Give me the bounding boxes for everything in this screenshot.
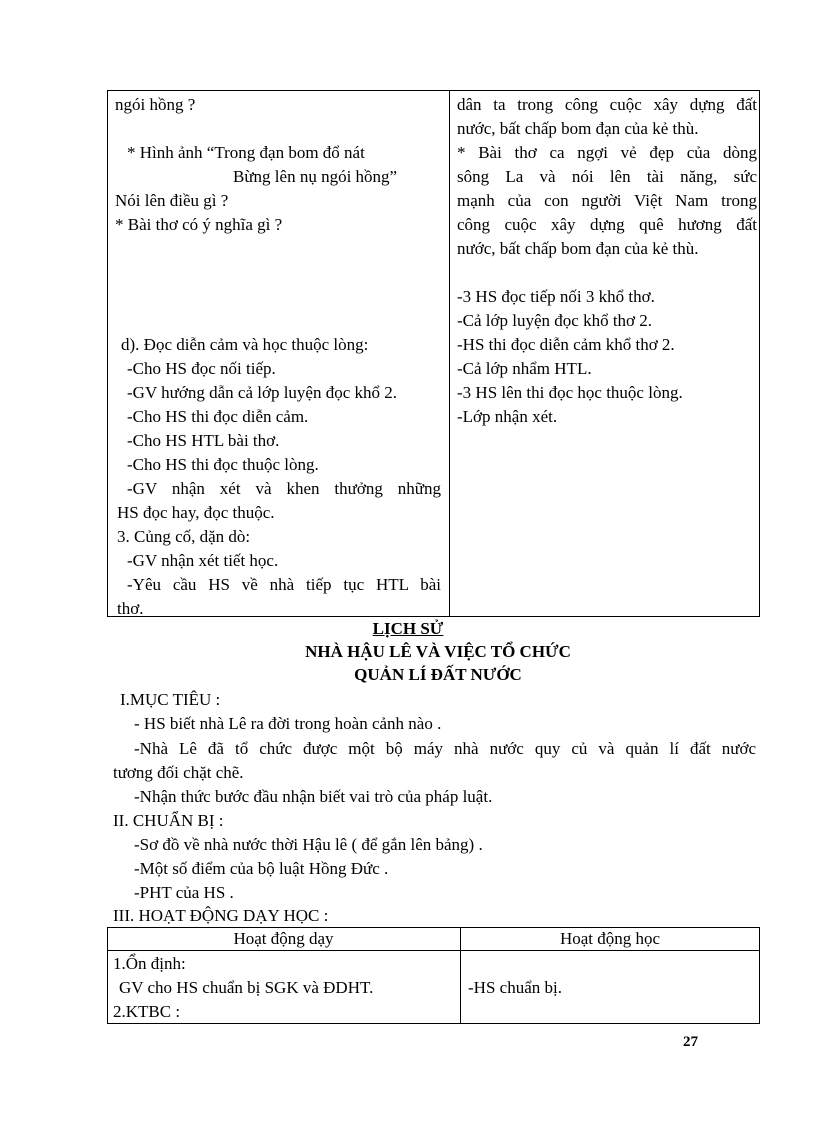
lesson-title-line2: QUẢN LÍ ĐẤT NƯỚC <box>354 665 522 684</box>
tr2-line: -3 HS đọc tiếp nối 3 khổ thơ. <box>457 287 655 306</box>
top-table-divider <box>449 90 450 617</box>
tl3-line: -Cho HS HTL bài thơ. <box>127 431 280 450</box>
tl3-line: -GV hướng dẫn cả lớp luyện đọc khổ 2. <box>127 383 398 402</box>
tl3-line: -GV nhận xét tiết học. <box>127 551 279 570</box>
header-student-activity: Hoạt động học <box>559 929 661 948</box>
tr2-line: -Cả lớp nhẩm HTL. <box>457 359 592 378</box>
tr2-line: -HS thi đọc diễn cảm khổ thơ 2. <box>457 335 675 354</box>
tl3-line: HS đọc hay, đọc thuộc. <box>117 503 275 522</box>
prep-3: -PHT của HS . <box>134 883 234 902</box>
subject-heading: LỊCH SỬ <box>372 619 444 638</box>
bottom-table-header-line <box>107 950 760 951</box>
tr1-line: mạnh của con người Việt Nam trong <box>457 191 757 210</box>
tl3-line: -Cho HS thi đọc thuộc lòng. <box>127 455 319 474</box>
tr1-line: công cuộc xây dựng quê hương đất <box>457 215 757 234</box>
section-preparation: II. CHUẨN BỊ : <box>113 811 224 830</box>
tl3-line: 3. Củng cố, dặn dò: <box>117 527 251 546</box>
objective-2a: -Nhà Lê đã tổ chức được một bộ máy nhà nước quy củ và quản lí đất nước <box>134 739 756 758</box>
objective-2b: tương đối chặt chẽ. <box>113 763 244 782</box>
objective-1: - HS biết nhà Lê ra đời trong hoàn cảnh nào . <box>134 714 442 733</box>
tl3-line: -GV nhận xét và khen thưởng những <box>127 479 441 498</box>
prep-2: -Một số điểm của bộ luật Hồng Đức . <box>134 859 389 878</box>
tl3-line: d). Đọc diễn cảm và học thuộc lòng: <box>121 335 369 354</box>
tr1-line: dân ta trong công cuộc xây dựng đất <box>457 95 757 114</box>
tr2-line: -3 HS lên thi đọc học thuộc lòng. <box>457 383 683 402</box>
tl1-line: ngói hồng ? <box>115 95 196 114</box>
bl-line: 2.KTBC : <box>113 1002 181 1021</box>
tr2-line: -Lớp nhận xét. <box>457 407 558 426</box>
bl-line: GV cho HS chuẩn bị SGK và ĐDHT. <box>119 978 374 997</box>
tl3-line: -Cho HS đọc nối tiếp. <box>127 359 276 378</box>
page-number: 27 <box>683 1034 698 1050</box>
tl3-line: thơ. <box>117 599 144 618</box>
bottom-right-cell: -HS chuẩn bị. <box>468 978 562 997</box>
tl2-line: * Hình ảnh “Trong đạn bom đổ nát <box>127 143 365 162</box>
tr1-line: nước, bất chấp bom đạn của kẻ thù. <box>457 119 699 138</box>
tr1-line: sông La và nói lên tài năng, sức <box>457 167 757 186</box>
header-teacher-activity: Hoạt động dạy <box>233 929 334 948</box>
section-objectives: I.MỤC TIÊU : <box>120 690 221 709</box>
tl2-line: * Bài thơ có ý nghĩa gì ? <box>115 215 283 234</box>
objective-3: -Nhận thức bước đầu nhận biết vai trò của pháp luật. <box>134 787 493 806</box>
tl3-line: -Yêu cầu HS về nhà tiếp tục HTL bài <box>127 575 441 594</box>
bl-line: 1.Ổn định: <box>113 954 186 973</box>
tl3-line: -Cho HS thi đọc diễn cảm. <box>127 407 309 426</box>
tl2-line: Nói lên điều gì ? <box>115 191 229 210</box>
tr1-line: * Bài thơ ca ngợi vẻ đẹp của dòng <box>457 143 757 162</box>
prep-1: -Sơ đồ về nhà nước thời Hậu lê ( để gắn lên bảng) . <box>134 835 483 854</box>
section-activities: III. HOẠT ĐỘNG DẠY HỌC : <box>113 906 329 925</box>
lesson-title-line1: NHÀ HẬU LÊ VÀ VIỆC TỔ CHỨC <box>305 642 571 661</box>
tr1-line: nước, bất chấp bom đạn của kẻ thù. <box>457 239 699 258</box>
tr2-line: -Cả lớp luyện đọc khổ thơ 2. <box>457 311 653 330</box>
tl2-line: Bừng lên nụ ngói hồng” <box>233 167 398 186</box>
